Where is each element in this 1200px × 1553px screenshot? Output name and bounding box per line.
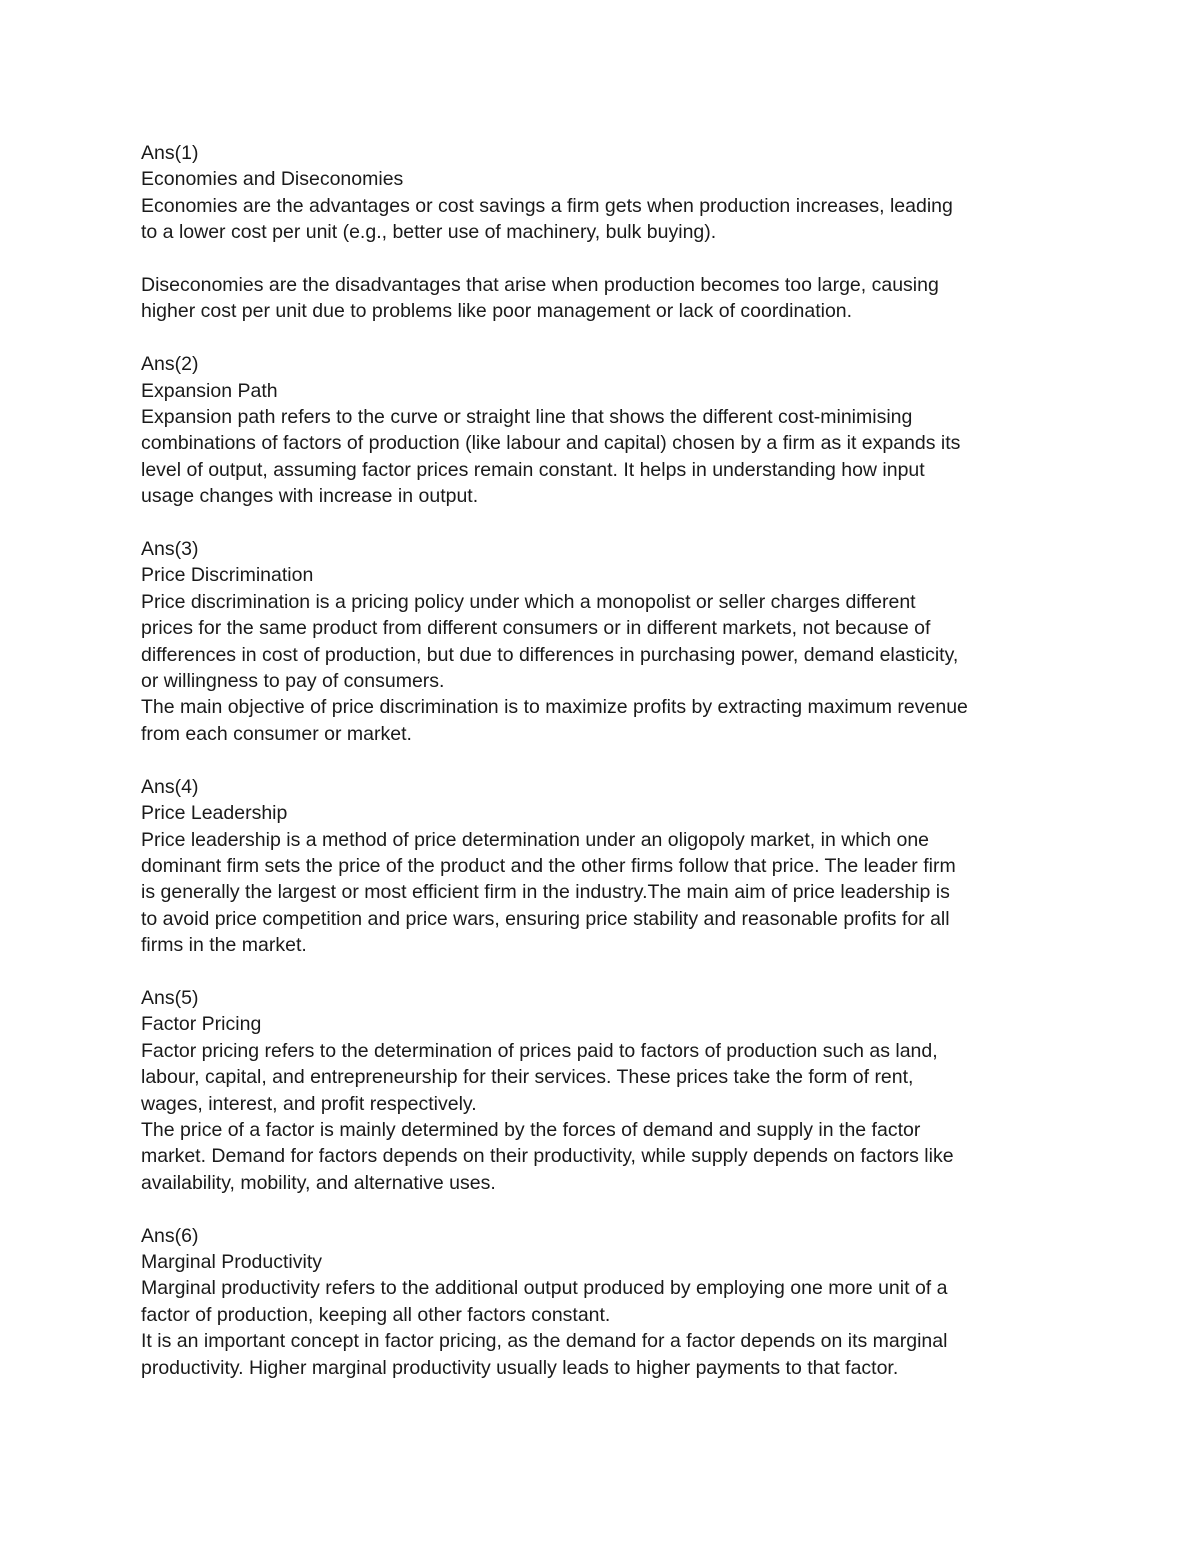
answer-title: Economies and Diseconomies — [141, 168, 404, 191]
text-line: Price discrimination is a pricing policy under which a monopolist or seller charges different — [141, 590, 916, 613]
document-page — [141, 140, 1066, 1407]
answer-number: Ans(2) — [141, 353, 199, 376]
answer-section-6 — [141, 1223, 1066, 1381]
text-line: from each consumer or market. — [141, 722, 412, 745]
text-line: is generally the largest or most efficient firm in the industry.The main aim of price leadership is — [141, 881, 950, 904]
answer-title: Expansion Path — [141, 379, 278, 402]
blank-line — [141, 246, 1066, 272]
text-line: or willingness to pay of consumers. — [141, 670, 445, 693]
text-line: usage changes with increase in output. — [141, 485, 479, 508]
text-line: firms in the market. — [141, 934, 307, 957]
text-line: Economies are the advantages or cost savings a firm gets when production increases, leading — [141, 194, 953, 217]
answer-number: Ans(3) — [141, 538, 199, 561]
paragraph — [141, 404, 1066, 510]
paragraph — [141, 193, 1066, 246]
text-line: prices for the same product from different consumers or in different markets, not because of — [141, 617, 931, 640]
paragraph — [141, 272, 1066, 325]
text-line: combinations of factors of production (like labour and capital) chosen by a firm as it expands its — [141, 432, 961, 455]
answer-number: Ans(6) — [141, 1224, 199, 1247]
text-line: to avoid price competition and price wars, ensuring price stability and reasonable profits for all — [141, 907, 950, 930]
text-line: higher cost per unit due to problems like poor management or lack of coordination. — [141, 300, 853, 323]
paragraph — [141, 1328, 1066, 1381]
paragraph — [141, 589, 1066, 695]
text-line: Marginal productivity refers to the additional output produced by employing one more unit of a — [141, 1277, 948, 1300]
text-line: level of output, assuming factor prices remain constant. It helps in understanding how input — [141, 458, 925, 481]
text-line: availability, mobility, and alternative uses. — [141, 1171, 496, 1194]
text-line: Price leadership is a method of price determination under an oligopoly market, in which one — [141, 828, 930, 851]
answer-section-3 — [141, 536, 1066, 747]
paragraph — [141, 827, 1066, 959]
answer-section-2 — [141, 351, 1066, 509]
answer-number: Ans(4) — [141, 775, 199, 798]
answer-number: Ans(1) — [141, 142, 199, 164]
text-line: The main objective of price discrimination is to maximize profits by extracting maximum revenue — [141, 696, 968, 719]
text-line: factor of production, keeping all other factors constant. — [141, 1303, 611, 1326]
answer-title: Price Leadership — [141, 802, 288, 825]
text-line: to a lower cost per unit (e.g., better use of machinery, bulk buying). — [141, 221, 717, 244]
answer-title: Factor Pricing — [141, 1013, 262, 1036]
text-line: dominant firm sets the price of the product and the other firms follow that price. The leader firm — [141, 854, 956, 877]
answer-section-1 — [141, 140, 1066, 325]
text-line: Factor pricing refers to the determination of prices paid to factors of production such as land, — [141, 1039, 938, 1062]
text-line: Expansion path refers to the curve or straight line that shows the different cost-minimising — [141, 406, 913, 429]
text-line: The price of a factor is mainly determined by the forces of demand and supply in the factor — [141, 1118, 921, 1141]
text-line: labour, capital, and entrepreneurship for their services. These prices take the form of rent, — [141, 1066, 914, 1089]
text-line: productivity. Higher marginal productivity usually leads to higher payments to that factor. — [141, 1356, 899, 1379]
paragraph — [141, 694, 1066, 747]
text-line: Diseconomies are the disadvantages that arise when production becomes too large, causing — [141, 274, 939, 297]
text-line: market. Demand for factors depends on their productivity, while supply depends on factors like — [141, 1145, 954, 1168]
answer-number: Ans(5) — [141, 986, 199, 1009]
paragraph — [141, 1038, 1066, 1117]
answer-title: Price Discrimination — [141, 564, 314, 587]
answer-title: Marginal Productivity — [141, 1250, 322, 1273]
paragraph — [141, 1275, 1066, 1328]
answer-section-5 — [141, 985, 1066, 1196]
text-line: wages, interest, and profit respectively. — [141, 1092, 477, 1115]
text-line: differences in cost of production, but due to differences in purchasing power, demand elasticity, — [141, 643, 959, 666]
answer-section-4 — [141, 774, 1066, 959]
text-line: It is an important concept in factor pricing, as the demand for a factor depends on its marginal — [141, 1330, 948, 1353]
paragraph — [141, 1117, 1066, 1196]
